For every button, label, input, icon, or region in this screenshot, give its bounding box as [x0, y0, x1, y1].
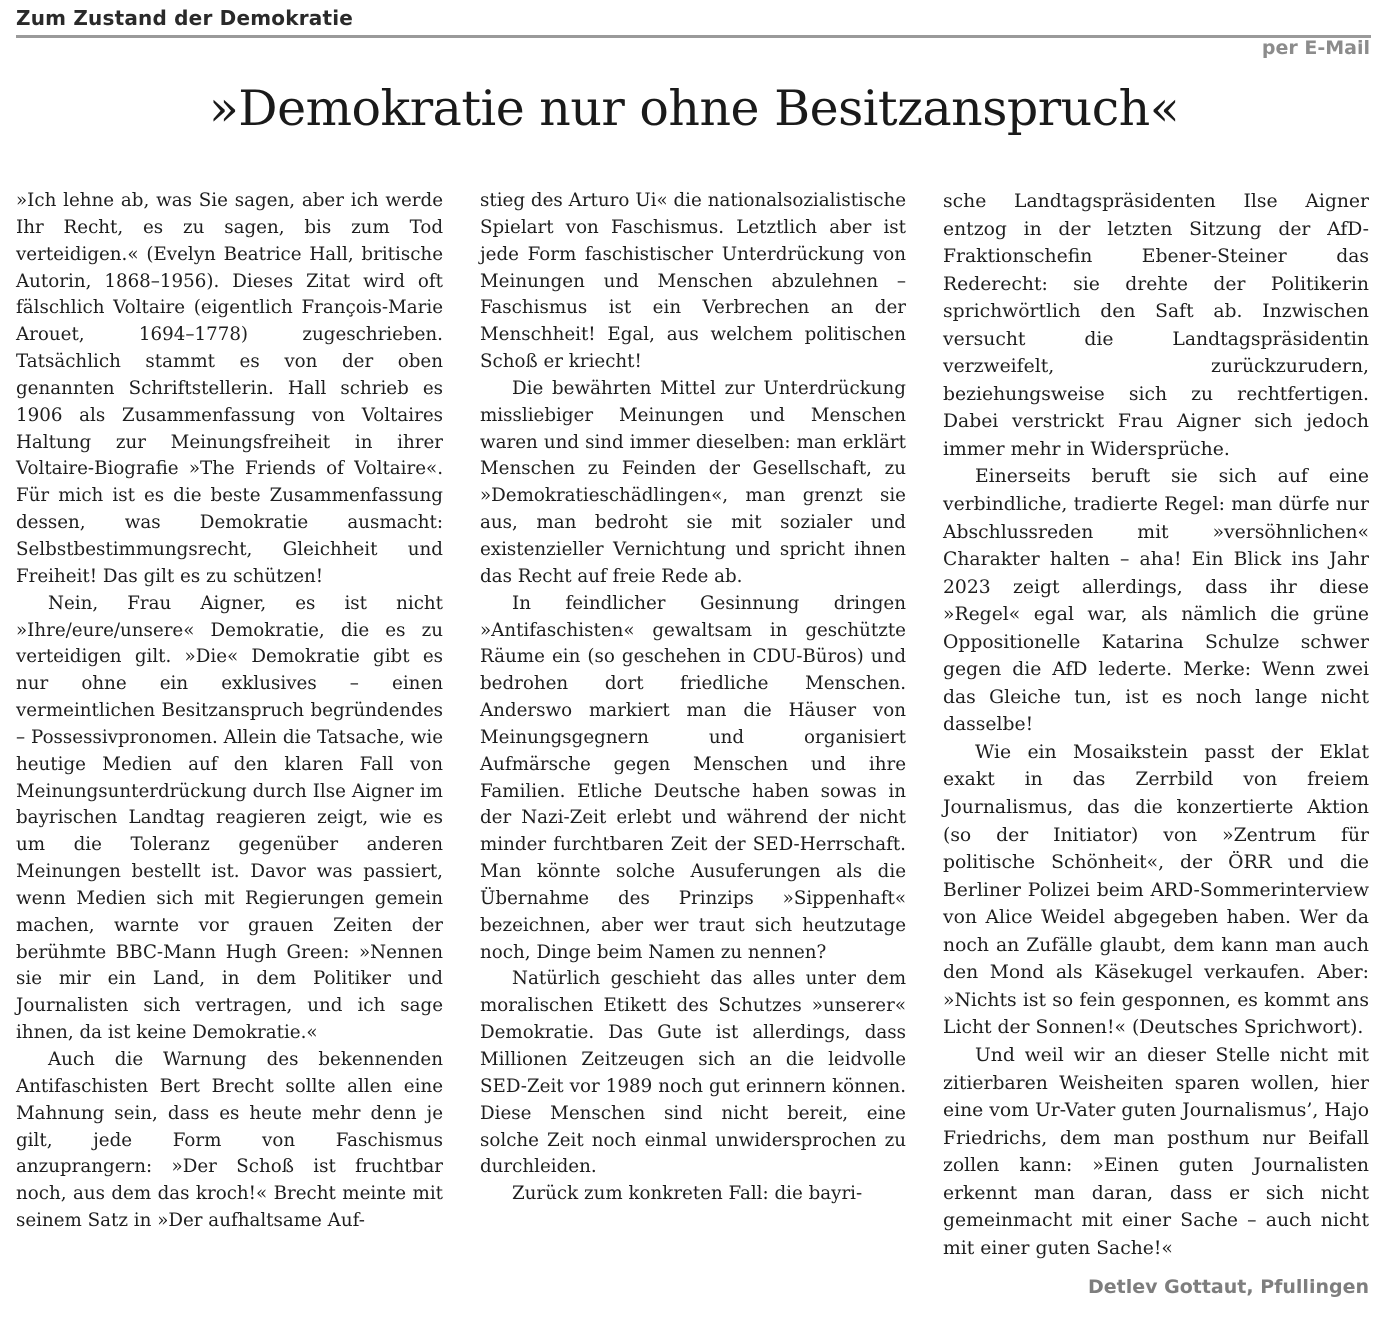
channel-label: per E-Mail	[1261, 37, 1370, 59]
paragraph: Zurück zum konkreten Fall: die bayri-	[512, 1183, 863, 1205]
paragraph: Einerseits beruft sie sich auf eine verbindliche, tradierte Regel: man dürfe nur Abschlussreden mit »versöhnlichen« Charakter halten – aha! Ein Blick ins Jahr 2023 zeigt allerdings, dass ihr diese »Regel« egal war, als nämlich die grüne Oppositionelle Katarina Schulze schwer gegen die AfD lederte. Merke: Wenn zwei das Gleiche tun, ist es noch lange nicht dasselbe!	[943, 466, 1369, 736]
article-column-1	[16, 188, 443, 1235]
paragraph: stieg des Arturo Ui« die nationalsozialistische Spielart von Faschismus. Letztlich aber ist jede Form faschistischer Unterdrückung von Meinungen und Menschen abzulehnen – Faschismus ist ein Verbrechen an der Menschheit! Egal, aus welchem politischen Schoß er kriecht!	[480, 190, 906, 373]
headline: »Demokratie nur ohne Besitzanspruch«	[208, 80, 1180, 137]
paragraph: In feindlicher Gesinnung dringen »Antifaschisten« gewaltsam in geschützte Räume ein (so geschehen in CDU-Büros) und bedrohen dort friedliche Menschen. Anderswo markiert man die Häuser von Meinungsgegnern und organisiert Aufmärsche gegen Menschen und ihre Familien. Etliche Deutsche haben sowas in der Nazi-Zeit erlebt und während der nicht minder furchtbaren Zeit der SED-Herrschaft. Man könnte solche Ausuferungen als die Übernahme des Prinzips »Sippenhaft« bezeichnen, aber wer traut sich heutzutage noch, Dinge beim Namen zu nennen?	[480, 592, 906, 963]
paragraph: »Ich lehne ab, was Sie sagen, aber ich werde Ihr Recht, es zu sagen, bis zum Tod verteidigen.« (Evelyn Beatrice Hall, britische Autorin, 1868–1956). Dieses Zitat wird oft fälschlich Voltaire (eigentlich François-Marie Arouet, 1694–1778) zugeschrieben. Tatsächlich stammt es von der oben genannten Schriftstellerin. Hall schrieb es 1906 als Zusammenfassung von Voltaires Haltung zur Meinungsfreiheit in ihrer Voltaire-Biografie »The Friends of Voltaire«. Für mich ist es die beste Zusammenfassung dessen, was Demokratie ausmacht: Selbstbestimmungsrecht, Gleichheit und Freiheit! Das gilt es zu schützen!	[16, 190, 443, 587]
paragraph: Auch die Warnung des bekennenden Antifaschisten Bert Brecht sollte allen eine Mahnung sein, dass es heute mehr denn je gilt, jede Form von Faschismus anzuprangern: »Der Schoß ist fruchtbar noch, aus dem das kroch!« Brecht meinte mit seinem Satz in »Der aufhaltsame Auf-	[16, 1049, 443, 1232]
section-title: Zum Zustand der Demokratie	[16, 6, 354, 30]
paragraph: Die bewährten Mittel zur Unterdrückung missliebiger Meinungen und Menschen waren und sind immer dieselben: man erklärt Menschen zu Feinden der Gesellschaft, zu »Demokratieschädlingen«, man grenzt sie aus, man bedroht sie mit sozialer und existenzieller Vernichtung und spricht ihnen das Recht auf freie Rede ab.	[480, 377, 906, 587]
paragraph: Und weil wir an dieser Stelle nicht mit zitierbaren Weisheiten sparen wollen, hier eine vom Ur-Vater guten Journalismus’, Hajo Friedrichs, dem man posthum nur Beifall zollen kann: »Einen guten Journalisten erkennt man daran, dass er sich nicht gemeinmacht mit einer Sache – auch nicht mit einer guten Sache!«	[943, 1044, 1369, 1259]
author-signature: Detlev Gottaut, Pfullingen	[1087, 1276, 1369, 1298]
paragraph: Wie ein Mosaikstein passt der Eklat exakt in das Zerrbild von freiem Journalismus, das die konzertierte Aktion (so der Initiator) von »Zentrum für politische Schönheit«, der ÖRR und die Berliner Polizei beim ARD-Sommerinterview von Alice Weidel abgegeben haben. Wer da noch an Zufälle glaubt, dem kann man auch den Mond als Käsekugel verkaufen. Aber: »Nichts ist so fein gesponnen, es kommt ans Licht der Sonnen!« (Deutsches Sprichwort).	[943, 741, 1369, 1039]
article-column-2	[480, 188, 906, 1208]
paragraph: Natürlich geschieht das alles unter dem moralischen Etikett des Schutzes »unserer« Demokratie. Das Gute ist allerdings, dass Millionen Zeitzeugen sich an die leidvolle SED-Zeit vor 1989 noch gut erinnern können. Diese Menschen sind nicht bereit, eine solche Zeit noch einmal unwidersprochen zu durchleiden.	[480, 968, 906, 1178]
paragraph: sche Landtagspräsidenten Ilse Aigner entzog in der letzten Sitzung der AfD-Fraktionschefin Ebener-Steiner das Rederecht: sie drehte der Politikerin sprichwörtlich den Saft ab. Inzwischen versucht die Landtagspräsidentin verzweifelt, zurückzurudern, beziehungsweise sich zu rechtfertigen. Dabei verstrickt Frau Aigner sich jedoch immer mehr in Widersprüche.	[943, 191, 1369, 460]
article-column-3	[943, 188, 1369, 1262]
paragraph: Nein, Frau Aigner, es ist nicht »Ihre/eure/unsere« Demokratie, die es zu verteidigen gilt. »Die« Demokratie gibt es nur ohne ein exklusives – einen vermeintlichen Besitzanspruch begründendes – Possessivpronomen. Allein die Tatsache, wie heutige Medien auf den klaren Fall von Meinungsunterdrückung durch Ilse Aigner im bayrischen Landtag reagieren zeigt, wie es um die Toleranz gegenüber anderen Meinungen bestellt ist. Davor was passiert, wenn Medien sich mit Regierungen gemein machen, warnte vor grauen Zeiten der berühmte BBC-Mann Hugh Green: »Nennen sie mir ein Land, in dem Politiker und Journalisten sich vertragen, und ich sage ihnen, da ist keine Demokratie.«	[16, 592, 443, 1044]
section-header	[16, 4, 1371, 38]
